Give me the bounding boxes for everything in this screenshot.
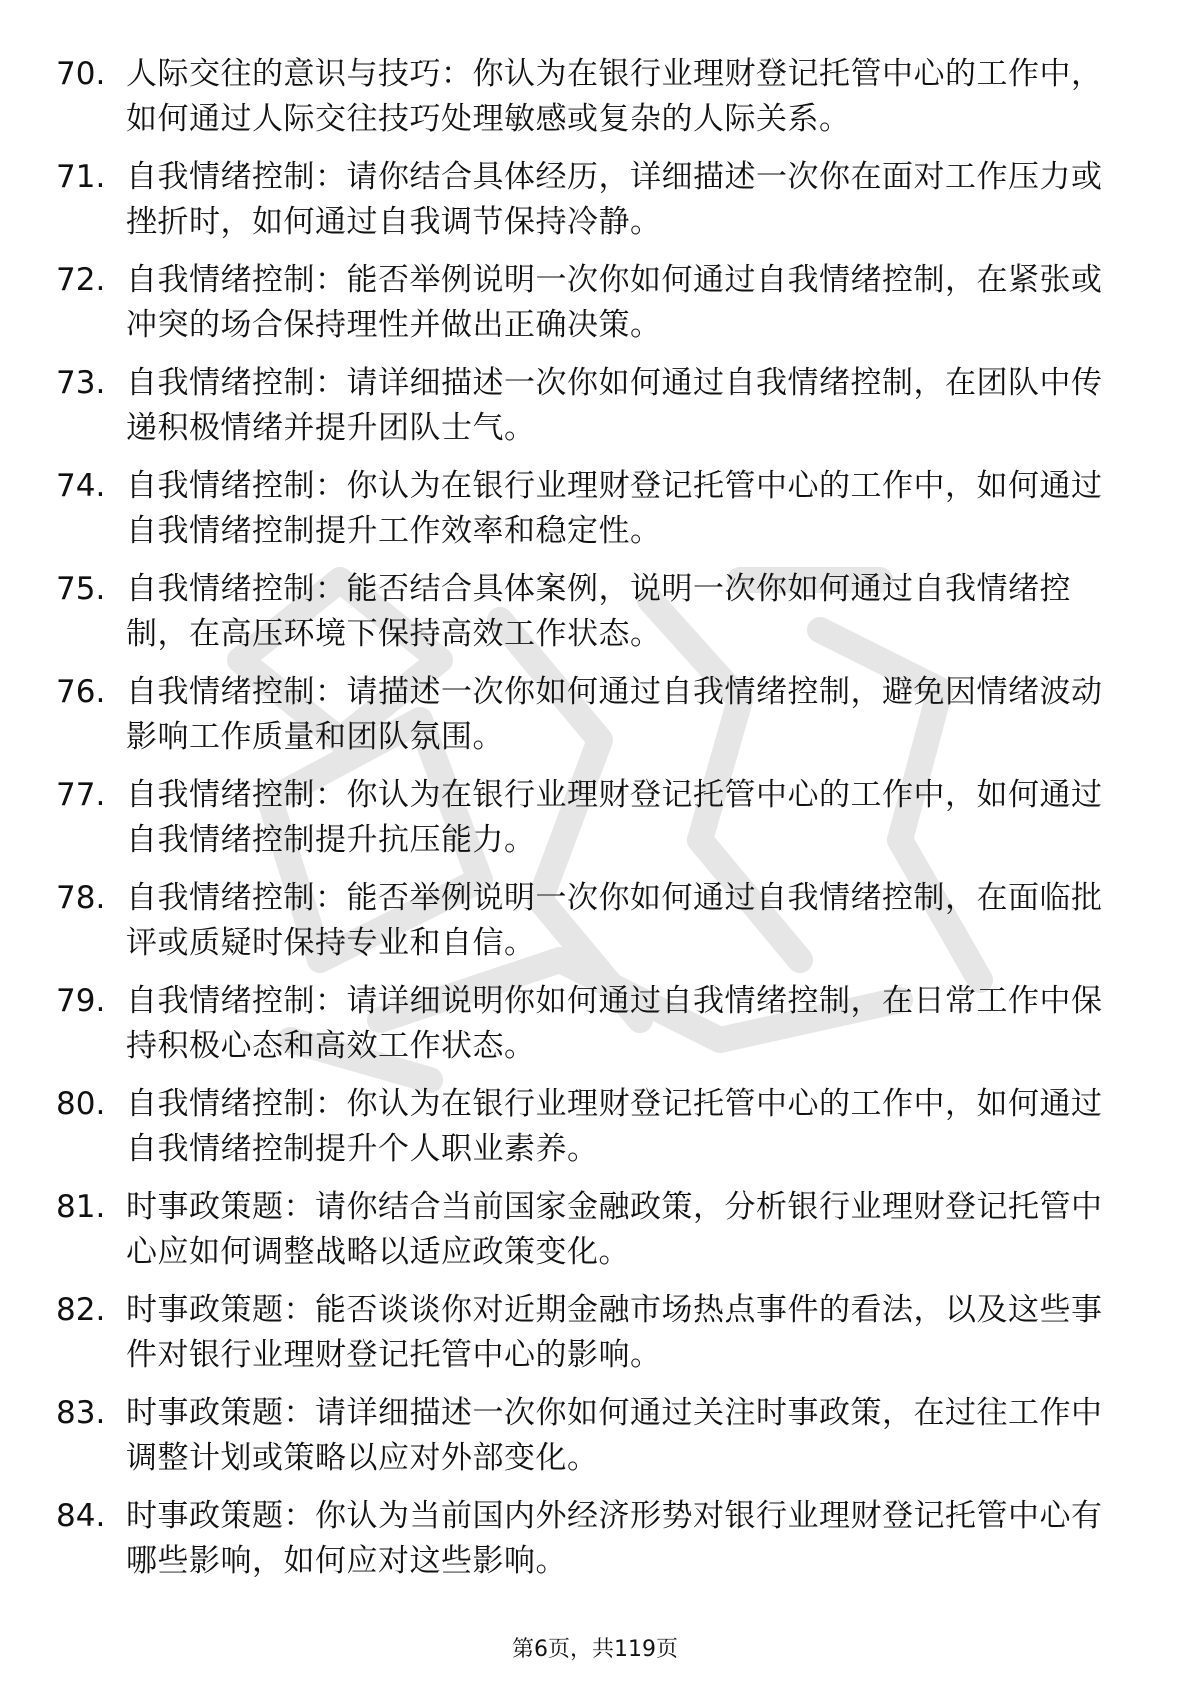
list-item [56,773,1116,876]
list-item [56,1391,1116,1494]
question-number: 75. [56,571,106,607]
question-number: 77. [56,777,106,813]
question-text: 自我情绪控制：你认为在银行业理财登记托管中心的工作中，如何通过自我情绪控制提升个人职业素养。 [126,1086,1103,1167]
list-item [56,979,1116,1082]
list-item [56,1494,1116,1597]
question-text: 自我情绪控制：请详细说明你如何通过自我情绪控制，在日常工作中保持积极心态和高效工作状态。 [126,983,1103,1064]
question-number: 80. [56,1086,106,1122]
list-item [56,876,1116,979]
question-text: 自我情绪控制：你认为在银行业理财登记托管中心的工作中，如何通过自我情绪控制提升抗压能力。 [126,777,1103,858]
question-text: 自我情绪控制：请你结合具体经历，详细描述一次你在面对工作压力或挫折时，如何通过自我调节保持冷静。 [126,159,1103,240]
question-text: 时事政策题：能否谈谈你对近期金融市场热点事件的看法，以及这些事件对银行业理财登记托管中心的影响。 [126,1292,1103,1373]
question-text: 自我情绪控制：能否结合具体案例，说明一次你如何通过自我情绪控制，在高压环境下保持高效工作状态。 [126,571,1071,652]
question-number: 72. [56,262,106,298]
list-item [56,155,1116,258]
question-text: 自我情绪控制：请描述一次你如何通过自我情绪控制，避免因情绪波动影响工作质量和团队氛围。 [126,674,1103,755]
question-number: 79. [56,983,106,1019]
list-item [56,567,1116,670]
question-number: 82. [56,1292,106,1328]
list-item [56,1288,1116,1391]
question-text: 人际交往的意识与技巧：你认为在银行业理财登记托管中心的工作中，如何通过人际交往技巧处理敏感或复杂的人际关系。 [126,56,1103,137]
list-item [56,670,1116,773]
question-text: 自我情绪控制：请详细描述一次你如何通过自我情绪控制，在团队中传递积极情绪并提升团队士气。 [126,365,1103,446]
question-text: 自我情绪控制：你认为在银行业理财登记托管中心的工作中，如何通过自我情绪控制提升工作效率和稳定性。 [126,468,1103,549]
question-number: 71. [56,159,106,195]
question-number: 70. [56,56,106,92]
question-number: 81. [56,1189,106,1225]
question-number: 74. [56,468,106,504]
question-text: 时事政策题：请详细描述一次你如何通过关注时事政策，在过往工作中调整计划或策略以应对外部变化。 [126,1395,1103,1476]
question-text: 时事政策题：请你结合当前国家金融政策，分析银行业理财登记托管中心应如何调整战略以适应政策变化。 [126,1189,1103,1270]
question-text: 自我情绪控制：能否举例说明一次你如何通过自我情绪控制，在紧张或冲突的场合保持理性并做出正确决策。 [126,262,1103,343]
list-item [56,361,1116,464]
page-number-footer: 第6页，共119页 [512,1637,678,1662]
list-item [56,52,1116,155]
question-list [56,52,1116,1597]
list-item [56,464,1116,567]
list-item [56,1082,1116,1185]
question-number: 76. [56,674,106,710]
question-text: 自我情绪控制：能否举例说明一次你如何通过自我情绪控制，在面临批评或质疑时保持专业和自信。 [126,880,1103,961]
question-text: 时事政策题：你认为当前国内外经济形势对银行业理财登记托管中心有哪些影响，如何应对这些影响。 [126,1498,1103,1579]
question-number: 73. [56,365,106,401]
question-number: 84. [56,1498,106,1534]
question-number: 78. [56,880,106,916]
question-number: 83. [56,1395,106,1431]
list-item [56,258,1116,361]
list-item [56,1185,1116,1288]
